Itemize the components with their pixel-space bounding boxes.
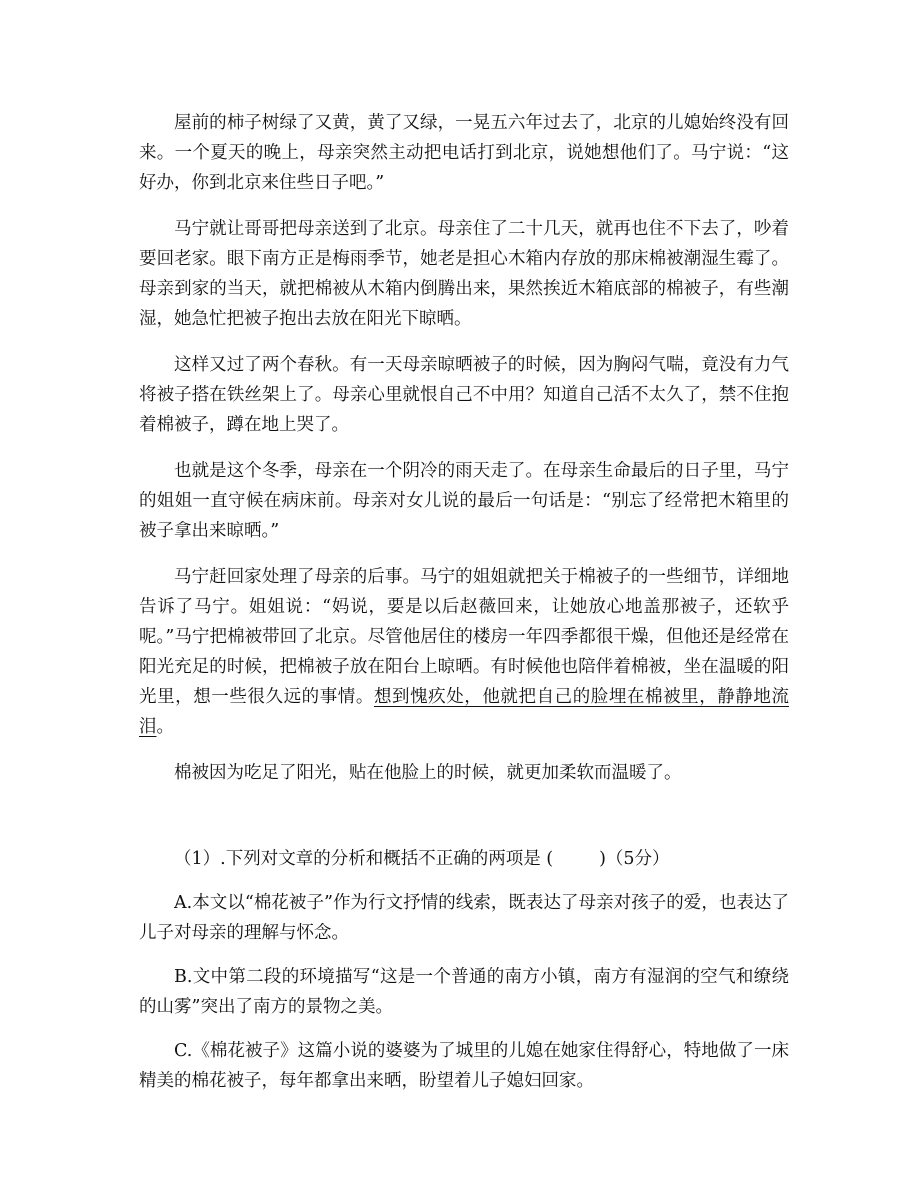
paragraph-2: 马宁就让哥哥把母亲送到了北京。母亲住了二十几天，就再也住不下去了，吵着要回老家。眼下南方正是梅雨季节，她老是担心木箱内存放的那床棉被潮湿生霉了。母亲到家的当天，就把棉被从木箱内倒腾出来，果然挨近木箱底部的棉被子，有些潮湿，她急忙把被子抱出去放在阳光下晾晒。 <box>139 219 789 329</box>
question-1-suffix: )（5分） <box>599 849 670 869</box>
question-1 <box>139 844 789 874</box>
paragraph-4: 也就是这个冬季，母亲在一个阴冷的雨天走了。在母亲生命最后的日子里，马宁的姐姐一直守候在病床前。母亲对女儿说的最后一句话是：“别忘了经常把木箱里的被子拿出来晾晒。” <box>139 461 789 541</box>
document-body <box>139 108 789 1110</box>
option-a: A.本文以“棉花被子”作为行文抒情的线索，既表达了母亲对孩子的爱，也表达了儿子对母亲的理解与怀念。 <box>139 893 789 943</box>
option-c: C.《棉花被子》这篇小说的婆婆为了城里的儿媳在她家住得舒心，特地做了一床精美的棉花被子，每年都拿出来晒，盼望着儿子媳妇回家。 <box>139 1041 789 1091</box>
paragraph-5-text: 马宁赶回家处理了母亲的后事。马宁的姐姐就把关于棉被子的一些细节，详细地告诉了马宁。姐姐说：“妈说，要是以后赵薇回来，让她放心地盖那被子，还软乎呢。”马宁把棉被带回了北京。尽管他居住的楼房一年四季都很干燥，但他还是经常在阳光充足的时候，把棉被子放在阳台上晾晒。有时候他也陪伴着棉被，坐在温暖的阳光里，想一些很久远的事情。 <box>139 567 789 707</box>
paragraph-1: 屋前的柿子树绿了又黄，黄了又绿，一晃五六年过去了，北京的儿媳始终没有回来。一个夏天的晚上，母亲突然主动把电话打到北京，说她想他们了。马宁说：“这好办，你到北京来住些日子吧。” <box>139 113 789 193</box>
paragraph-6: 棉被因为吃足了阳光，贴在他脸上的时候，就更加柔软而温暖了。 <box>174 763 682 783</box>
section-gap <box>139 804 789 844</box>
question-1-prefix: （1）.下列对文章的分析和概括不正确的两项是 ( <box>174 849 554 869</box>
paragraph-5 <box>139 562 789 742</box>
paragraph-5-end: 。 <box>156 717 174 737</box>
paragraph-3: 这样又过了两个春秋。有一天母亲晾晒被子的时候，因为胸闷气喘，竟没有力气将被子搭在铁丝架上了。母亲心里就恨自己不中用？知道自己活不太久了，禁不住抱着棉被子，蹲在地上哭了。 <box>139 355 789 435</box>
option-b: B.文中第二段的环境描写“这是一个普通的南方小镇，南方有湿润的空气和缭绕的山雾”突出了南方的景物之美。 <box>139 967 789 1017</box>
underlined-sentence: 想到愧疚处，他就把自己的脸埋在棉被里，静静地流泪 <box>139 687 790 737</box>
